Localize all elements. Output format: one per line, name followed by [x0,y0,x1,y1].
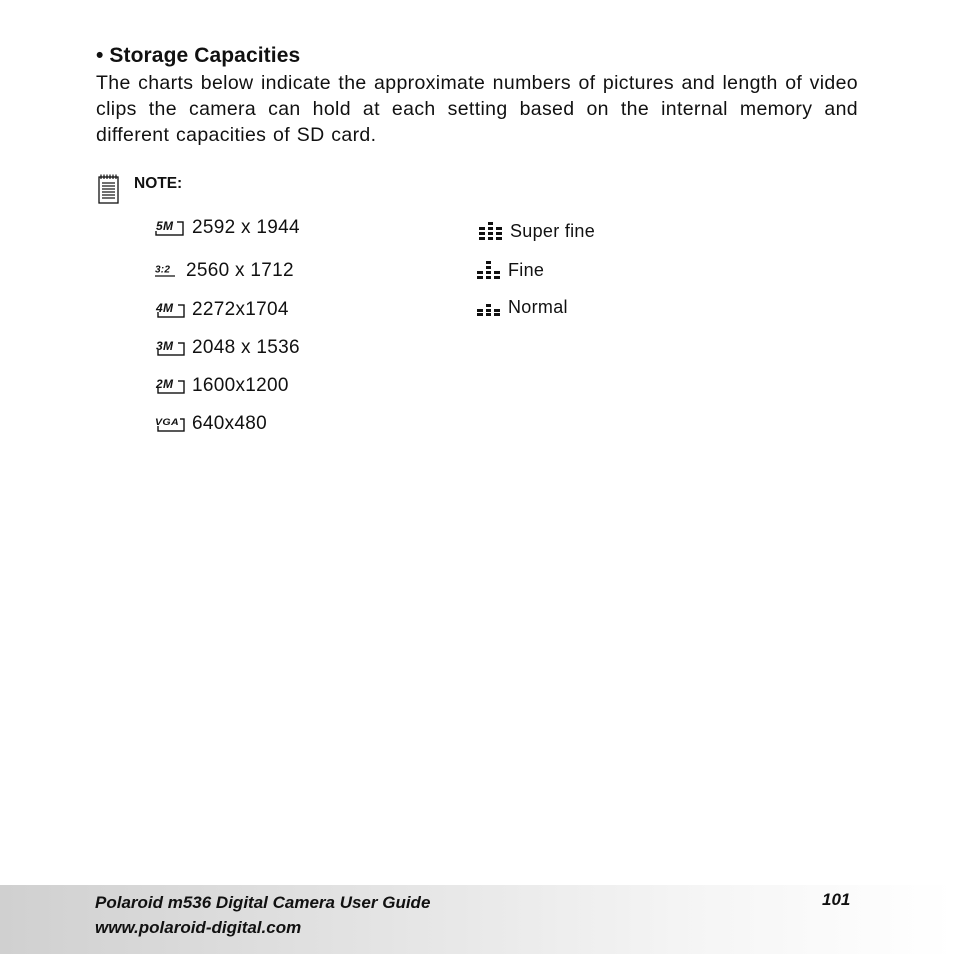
resolution-size: 1600x1200 [192,375,289,396]
section-heading: • Storage Capacities [96,44,301,67]
normal-quality-icon [476,298,502,316]
resolution-badge-text: 4M [156,301,174,315]
resolution-badge-text: 5M [156,219,174,233]
footer-website-url: www.polaroid-digital.com [95,918,302,937]
quality-item [476,296,568,318]
resolution-size: 2272x1704 [192,299,289,320]
resolution-item [155,260,294,282]
quality-item [476,259,544,281]
2m-resolution-icon [155,377,185,395]
intro-paragraph: The charts below indicate the approximate numbers of pictures and length of video clips the camera can hold at each setting based on the internal memory and different capacities of SD card. [96,72,858,146]
resolution-size: 640x480 [192,413,268,434]
4m-resolution-icon [155,301,185,319]
resolution-size: 2048 x 1536 [192,337,300,358]
footer-guide-title: Polaroid m536 Digital Camera User Guide [95,893,431,912]
quality-item [478,220,595,242]
resolution-item [155,217,300,239]
fine-quality-icon [476,261,502,279]
quality-label: Fine [508,259,545,280]
5m-resolution-icon [155,219,185,237]
notepad-icon [98,174,119,204]
resolution-item [155,375,289,397]
3-2-aspect-icon [155,262,180,280]
resolution-item [155,299,289,321]
note-label: NOTE: [134,175,183,192]
quality-label: Normal [508,296,568,317]
resolution-size: 2592 x 1944 [192,217,300,238]
resolution-badge-text: 3M [156,339,174,353]
resolution-size: 2560 x 1712 [186,260,294,281]
vga-resolution-icon [155,415,185,433]
resolution-item [155,337,300,359]
resolution-badge-text: 3:2 [155,264,171,276]
super-fine-quality-icon [478,222,504,240]
resolution-badge-text: VGA [155,417,179,427]
resolution-item [155,413,267,435]
3m-resolution-icon [155,339,185,357]
resolution-badge-text: 2M [156,377,174,391]
quality-label: Super fine [510,220,596,241]
page-number: 101 [822,890,851,909]
